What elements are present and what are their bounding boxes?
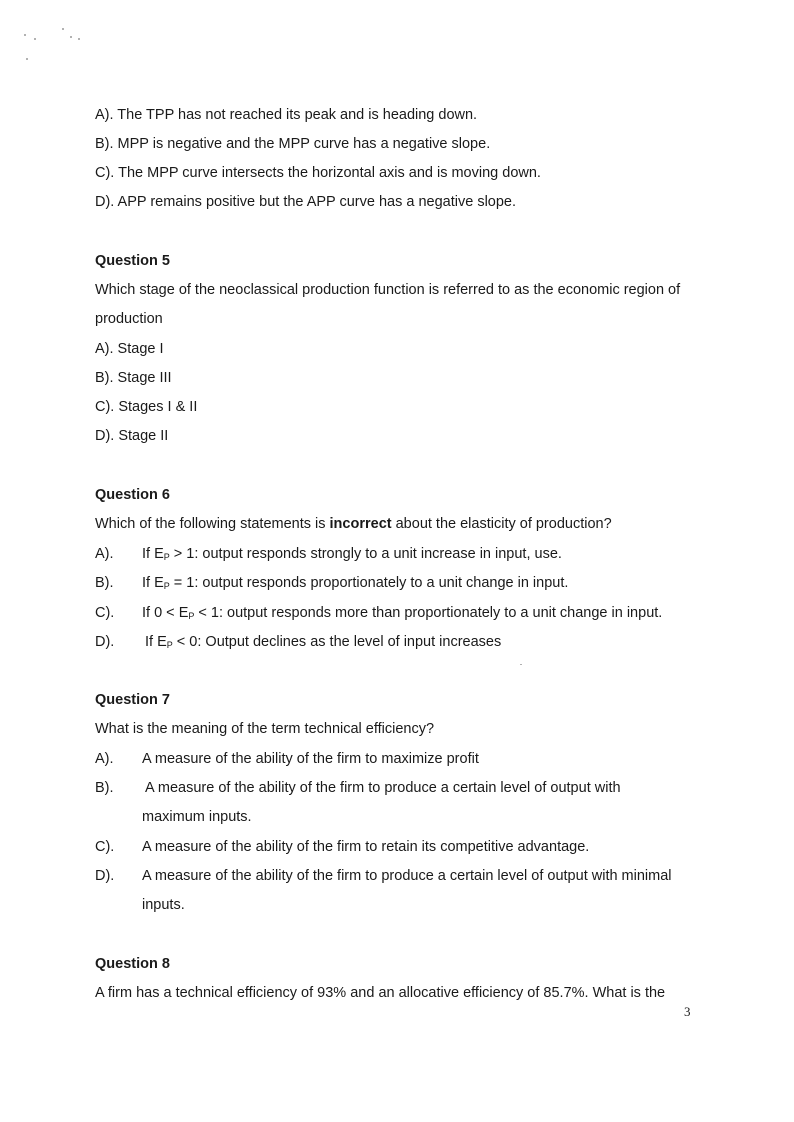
q7-option-c-text: A measure of the ability of the firm to retain its competitive advantage. [142, 839, 590, 855]
q6-option-a-text: If $E_P > 1$: output responds strongly to a unit increase in input, use. [142, 546, 562, 562]
q5-option-d: D). Stage II [95, 428, 169, 444]
q7-option-d-text-line2: inputs. [142, 897, 185, 913]
q6-stem-part1: Which of the following statements is [95, 516, 330, 532]
q6-option-b-label: B). [95, 575, 114, 591]
q7-option-d-text-line1: A measure of the ability of the firm to produce a certain level of output with minimal [142, 868, 672, 884]
q5-heading: Question 5 [95, 253, 170, 269]
q5-option-b: B). Stage III [95, 370, 172, 386]
q4-option-c: C). The MPP curve intersects the horizontal axis and is moving down. [95, 165, 541, 181]
q6-option-d-text: If $E_P < 0$: Output declines as the level of input increases [145, 634, 502, 650]
q7-option-a-label: A). [95, 751, 114, 767]
q4-option-b: B). MPP is negative and the MPP curve has a negative slope. [95, 136, 491, 152]
q7-option-a-text: A measure of the ability of the firm to maximize profit [142, 751, 479, 767]
q6-heading: Question 6 [95, 487, 170, 503]
q5-option-a: A). Stage I [95, 341, 164, 357]
q6-option-c-label: C). [95, 605, 115, 621]
q7-heading: Question 7 [95, 692, 170, 708]
q4-option-d: D). APP remains positive but the APP curve has a negative slope. [95, 194, 517, 210]
q8-stem: A firm has a technical efficiency of 93% and an allocative efficiency of 85.7%. What is the [95, 985, 666, 1001]
q7-option-c-label: C). [95, 839, 115, 855]
q6-stem [95, 515, 612, 533]
q5-stem-line2: production [95, 311, 163, 327]
q7-stem: What is the meaning of the term technical efficiency? [95, 721, 435, 737]
q6-option-c-text: If $0 < E_P < 1$: output responds more than proportionately to a unit change in input. [142, 605, 663, 621]
q6-stem-emphasis: incorrect [329, 516, 392, 532]
page-number: 3 [684, 1004, 691, 1019]
q6-option-a-label: A). [95, 546, 114, 562]
scan-specks [20, 24, 90, 64]
q4-option-a: A). The TPP has not reached its peak and is heading down. [95, 107, 478, 123]
q7-option-b-text-line2: maximum inputs. [142, 809, 252, 825]
q5-option-c: C). Stages I & II [95, 399, 198, 415]
q6-option-b-text: If $E_P = 1$: output responds proportionately to a unit change in input. [142, 575, 569, 591]
q6-stem-part2: about the elasticity of production? [391, 516, 612, 532]
scan-mark [520, 664, 522, 665]
q7-option-b-text-line1: A measure of the ability of the firm to produce a certain level of output with [145, 780, 621, 796]
q6-option-d-label: D). [95, 634, 115, 650]
q8-heading: Question 8 [95, 956, 170, 972]
q5-stem-line1: Which stage of the neoclassical production function is referred to as the economic region of [95, 282, 681, 298]
q7-option-b-label: B). [95, 780, 114, 796]
q7-option-d-label: D). [95, 868, 115, 884]
